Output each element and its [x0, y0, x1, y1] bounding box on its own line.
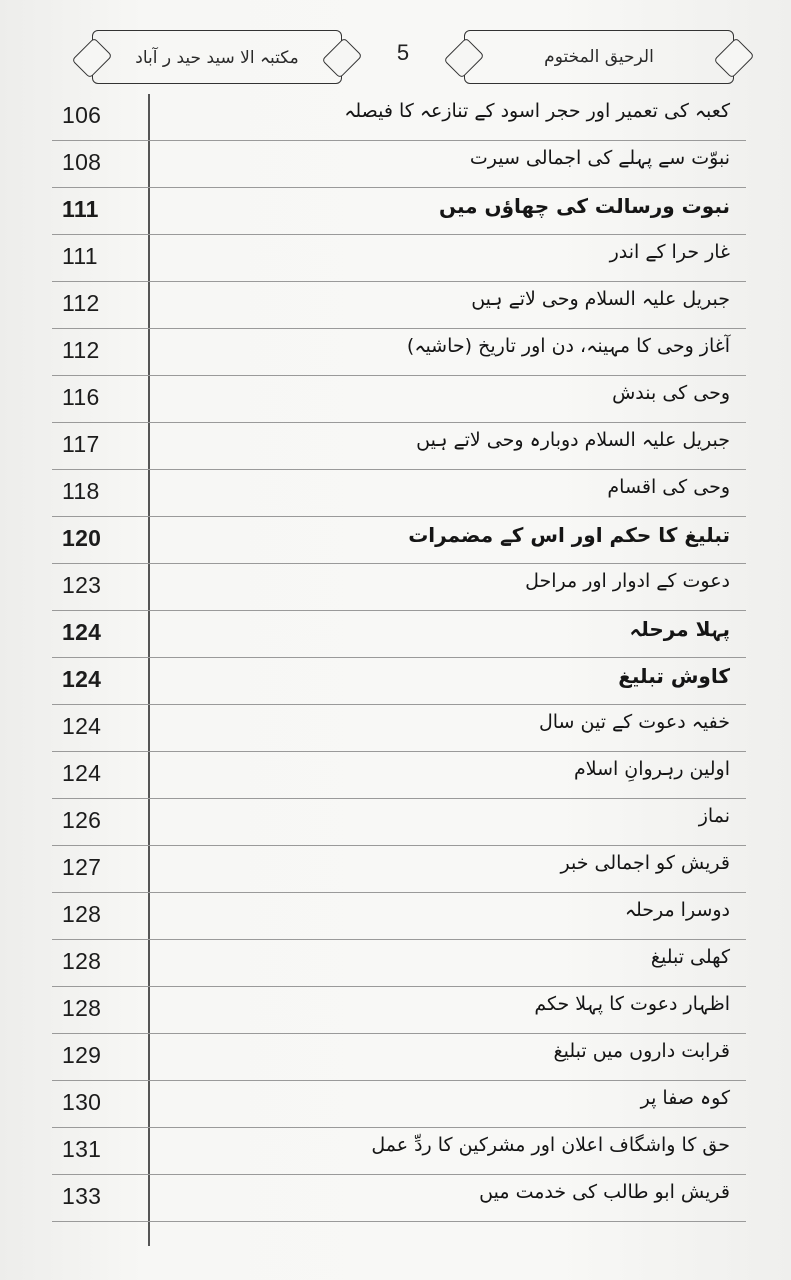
toc-row	[52, 940, 746, 987]
publisher-label: مکتبہ الا سید حید ر آباد	[135, 47, 299, 68]
toc-row	[52, 846, 746, 893]
toc-page-number: 124	[62, 666, 102, 692]
toc-page-number: 127	[62, 854, 102, 880]
toc-row	[52, 376, 746, 423]
publisher-cartouche	[92, 30, 342, 84]
toc-entry-title: جبریل علیہ السلام وحی لاتے ہیں	[471, 288, 730, 310]
toc-row	[52, 611, 746, 658]
toc-page-number: 124	[62, 619, 102, 645]
toc-entry-title: دوسرا مرحلہ	[624, 899, 730, 921]
toc-entry-title: قریش کو اجمالی خبر	[560, 852, 730, 874]
toc-entry-title: قرابت داروں میں تبلیغ	[553, 1040, 730, 1062]
toc-entry-title: قریش ابو طالب کی خدمت میں	[479, 1181, 730, 1203]
toc-page-number: 129	[62, 1042, 102, 1068]
page-number: 5	[396, 40, 410, 65]
toc-row	[52, 987, 746, 1034]
toc-entry-title: کوہ صفا پر	[640, 1087, 730, 1109]
toc-row	[52, 564, 746, 611]
toc-page-number: 118	[62, 478, 100, 504]
toc-row	[52, 188, 746, 235]
table-of-contents	[52, 94, 746, 1222]
toc-page-number: 131	[62, 1136, 102, 1162]
toc-page-number: 128	[62, 995, 102, 1021]
toc-page-number: 130	[62, 1089, 102, 1115]
toc-row	[52, 1175, 746, 1222]
toc-page-number: 128	[62, 901, 102, 927]
toc-row	[52, 235, 746, 282]
toc-entry-title: غار حرا کے اندر	[609, 241, 730, 263]
toc-page-number: 133	[62, 1183, 102, 1209]
toc-entry-title: خفیہ دعوت کے تین سال	[538, 711, 730, 733]
toc-page-number: 112	[62, 290, 100, 316]
toc-row	[52, 423, 746, 470]
toc-entry-title: کاوش تبلیغ	[618, 664, 730, 688]
toc-row	[52, 1081, 746, 1128]
toc-entry-title: نماز	[698, 805, 730, 827]
toc-entry-title: وحی کی بندش	[612, 382, 730, 404]
toc-row	[52, 893, 746, 940]
toc-entry-title: کعبہ کی تعمیر اور حجر اسود کے تنازعہ کا فیصلہ	[344, 100, 730, 122]
toc-entry-title: نبوت ورسالت کی چھاؤں میں	[438, 194, 730, 218]
toc-entry-title: نبوّت سے پہلے کی اجمالی سیرت	[469, 147, 730, 169]
toc-row	[52, 1034, 746, 1081]
toc-page-number: 108	[62, 149, 102, 175]
toc-page-number: 120	[62, 525, 102, 551]
toc-entry-title: اظہار دعوت کا پہلا حکم	[534, 993, 730, 1015]
toc-page-number: 117	[62, 431, 100, 457]
toc-page-number: 112	[62, 337, 100, 363]
book-title-cartouche	[464, 30, 734, 84]
toc-row	[52, 799, 746, 846]
page-header	[78, 30, 758, 86]
toc-row	[52, 94, 746, 141]
book-title: الرحیق المختوم	[544, 47, 654, 67]
toc-page-number: 124	[62, 713, 102, 739]
toc-entry-title: وحی کی اقسام	[607, 476, 730, 498]
toc-page-number: 123	[62, 572, 102, 598]
toc-row	[52, 141, 746, 188]
toc-page-number: 106	[62, 102, 102, 128]
toc-page-number: 116	[62, 384, 100, 410]
toc-entry-title: پہلا مرحلہ	[629, 617, 730, 641]
toc-row	[52, 1128, 746, 1175]
toc-row	[52, 752, 746, 799]
toc-entry-title: آغاز وحی کا مہینہ، دن اور تاریخ (حاشیہ)	[406, 335, 730, 357]
toc-page-number: 124	[62, 760, 102, 786]
toc-row	[52, 329, 746, 376]
toc-entry-title: جبریل علیہ السلام دوبارہ وحی لاتے ہیں	[416, 429, 730, 451]
toc-row	[52, 470, 746, 517]
toc-entry-title: حق کا واشگاف اعلان اور مشرکین کا ردِّ عمل	[371, 1134, 730, 1156]
toc-entry-title: کھلی تبلیغ	[650, 946, 730, 968]
toc-entry-title: تبلیغ کا حکم اور اس کے مضمرات	[408, 523, 730, 547]
toc-row	[52, 658, 746, 705]
toc-entry-title: اولین رہروانِ اسلام	[573, 758, 730, 780]
toc-page-number: 111	[62, 243, 98, 269]
toc-page-number: 111	[62, 196, 99, 222]
toc-page-number: 126	[62, 807, 102, 833]
toc-row	[52, 282, 746, 329]
toc-row	[52, 705, 746, 752]
toc-page-number: 128	[62, 948, 102, 974]
toc-row	[52, 517, 746, 564]
toc-entry-title: دعوت کے ادوار اور مراحل	[525, 570, 730, 592]
